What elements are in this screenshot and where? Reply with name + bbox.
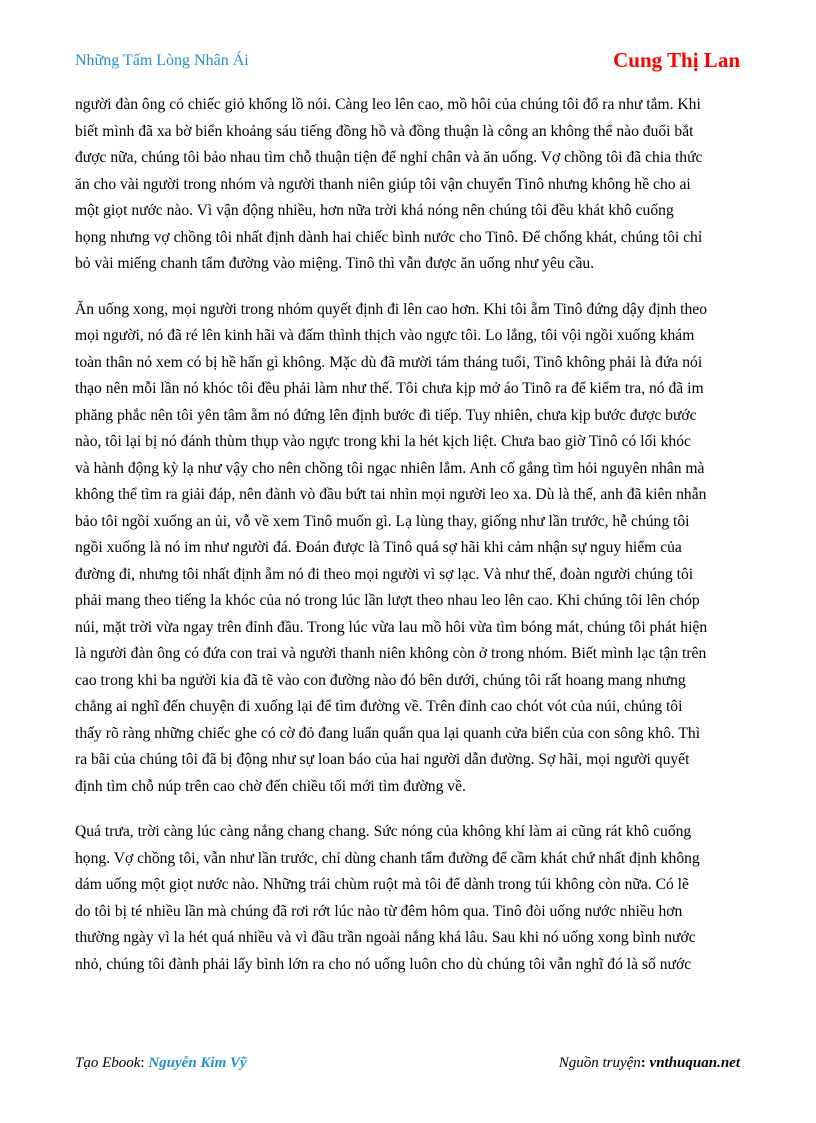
text-line: thấy rõ ràng những chiếc ghe có cờ đỏ đang luẩn quẩn qua lại quanh cửa biển của con sông khô. Thì — [75, 724, 701, 742]
ebook-label: Tạo Ebook — [75, 1055, 141, 1071]
text-line: và hành động kỳ lạ như vậy cho nên chồng tôi ngạc nhiên lắm. Anh cố gắng tìm hỏi nguyên nhân mà — [75, 459, 705, 477]
text-line: được nữa, chúng tôi bảo nhau tìm chỗ thuận tiện để nghỉ chân và ăn uống. Vợ chồng tôi đã chia thức — [75, 149, 703, 166]
ebook-colon: : — [140, 1055, 149, 1071]
text-line: họng nhưng vợ chồng tôi nhất định dành hai chiếc bình nước cho Tinô. Để chống khát, chúng tôi chỉ — [75, 228, 703, 246]
text-line: do tôi bị té nhiều lần mà chúng đã rơi rớt lúc nào từ đêm hôm qua. Tinô đòi uống nước nhiều hơn — [75, 902, 683, 920]
ebook-creator: Nguyễn Kim Vỹ — [148, 1055, 247, 1071]
book-title: Những Tấm Lòng Nhân Ái — [75, 52, 249, 69]
text-line: ăn cho vài người trong nhóm và người thanh niên giúp tôi vận chuyển Tinô nhưng không hề cho ai — [75, 175, 691, 193]
text-line: thạo nên mỗi lần nó khóc tôi đều phải làm như thế. Tôi chưa kịp mở áo Tinô ra để kiểm tra, nó đã im — [75, 380, 704, 397]
source-label: Nguồn truyện — [558, 1055, 641, 1071]
text-line: nào, tôi lại bị nó đánh thùm thụp vào ngực trong khi la hét kịch liệt. Chưa bao giờ Tinô có lối khóc — [75, 433, 691, 450]
text-line: Ăn uống xong, mọi người trong nhóm quyết định đi lên cao hơn. Khi tôi ẵm Tinô đứng dậy định theo — [75, 300, 707, 318]
text-line: biết mình đã xa bờ biển khoảng sáu tiếng đồng hồ và đồng thuận là công an không thể nào đuổi bắt — [75, 122, 694, 140]
paragraph — [75, 92, 745, 278]
text-line: bỏ vài miếng chanh tẩm đường vào miệng. Tinô thì vẫn được ăn uống như yêu cầu. — [75, 255, 595, 272]
footer-source-credit — [559, 1055, 740, 1072]
text-line: Quá trưa, trời càng lúc càng nắng chang chang. Sức nóng của không khí làm ai cũng rát khô cuống — [75, 823, 692, 840]
source-site: vnthuquan.net — [649, 1055, 740, 1071]
text-line: toàn thân nó xem có bị hề hấn gì không. Mặc dù đã mười tám tháng tuổi, Tinô không phải là đứa nói — [75, 353, 703, 371]
text-line: phải mang theo tiếng la khóc của nó trong lúc lần lượt theo nhau leo lên cao. Khi chúng tôi lên chóp — [75, 592, 700, 609]
text-line: dám uống một giọt nước nào. Những trái chùm ruột mà tôi để dành trong túi không còn nữa. Có lẽ — [75, 876, 689, 893]
text-line: núi, mặt trời vừa ngay trên đỉnh đầu. Trong lúc vừa lau mồ hôi vừa tìm bóng mát, chúng tôi phát hiện — [75, 618, 708, 636]
text-line: một giọt nước nào. Vì vận động nhiều, hơn nữa trời khá nóng nên chúng tôi đều khát khô cuống — [75, 202, 674, 219]
body-text — [75, 92, 745, 997]
text-line: thường ngày vì la hét quá nhiều và vì đầu trần ngoài nắng khá lâu. Sau khi nó uống xong bình nước — [75, 929, 696, 946]
paragraph — [75, 819, 745, 978]
text-line: ra bãi của chúng tôi đã bị động như sự loan báo của hai người dẫn đường. Sợ hãi, mọi người quyết — [75, 751, 690, 768]
text-line: không thể tìm ra giải đáp, nên đành vò đầu bứt tai nhìn mọi người leo xa. Dù là thế, anh đã kiên nhẫn — [75, 486, 707, 503]
footer-ebook-credit — [75, 1055, 247, 1072]
source-colon: : — [640, 1055, 650, 1071]
text-line: họng. Vợ chồng tôi, vẫn như lần trước, chỉ dùng chanh tẩm đường để cầm khát chứ nhất định không — [75, 849, 700, 867]
text-line: người đàn ông có chiếc giỏ khổng lồ nói. Càng leo lên cao, mồ hôi của chúng tôi đổ ra như tắm. Khi — [75, 96, 701, 113]
text-line: mọi người, nó đã ré lên kinh hãi và đấm thình thịch vào ngực tôi. Lo lắng, tôi vội ngồi xuống khám — [75, 327, 695, 344]
text-line: chẳng ai nghĩ đến chuyện đi xuống lại để tìm đường về. Trên đỉnh cao chót vót của núi, chúng tôi — [75, 698, 683, 715]
text-line: cao trong khi ba người kia đã tẽ vào con đường nào đó bên dưới, chúng tôi rất hoang mang nhưng — [75, 671, 686, 689]
text-line: bảo tôi ngồi xuống an ủi, vỗ về xem Tinô muốn gì. Lạ lùng thay, giống như lần trước, hễ chúng tôi — [75, 512, 690, 530]
text-line: đường đi, nhưng tôi nhất định ẵm nó đi theo mọi người vì sợ lạc. Và như thế, đoàn người chúng tôi — [75, 565, 694, 583]
author-name: Cung Thị Lan — [613, 48, 740, 72]
text-line: nhỏ, chúng tôi đành phải lấy bình lớn ra cho nó uống luôn cho dù chúng tôi vẫn nghĩ đó là số nước — [75, 955, 692, 973]
text-line: là người đàn ông có đứa con trai và người thanh niên không còn ở trong nhóm. Biết mình lạc tận trên — [75, 645, 707, 662]
text-line: phăng phắc nên tôi yên tâm ẵm nó đứng lên định bước đi tiếp. Tuy nhiên, chưa kịp bước được bước — [75, 406, 697, 424]
text-line: định tìm chỗ núp trên cao chờ đến chiều tối mới tìm đường về. — [75, 777, 466, 795]
paragraph — [75, 297, 745, 801]
text-line: ngồi xuống là nó im như người đá. Đoán được là Tinô quá sợ hãi khi cảm nhận sự nguy hiểm của — [75, 539, 682, 556]
